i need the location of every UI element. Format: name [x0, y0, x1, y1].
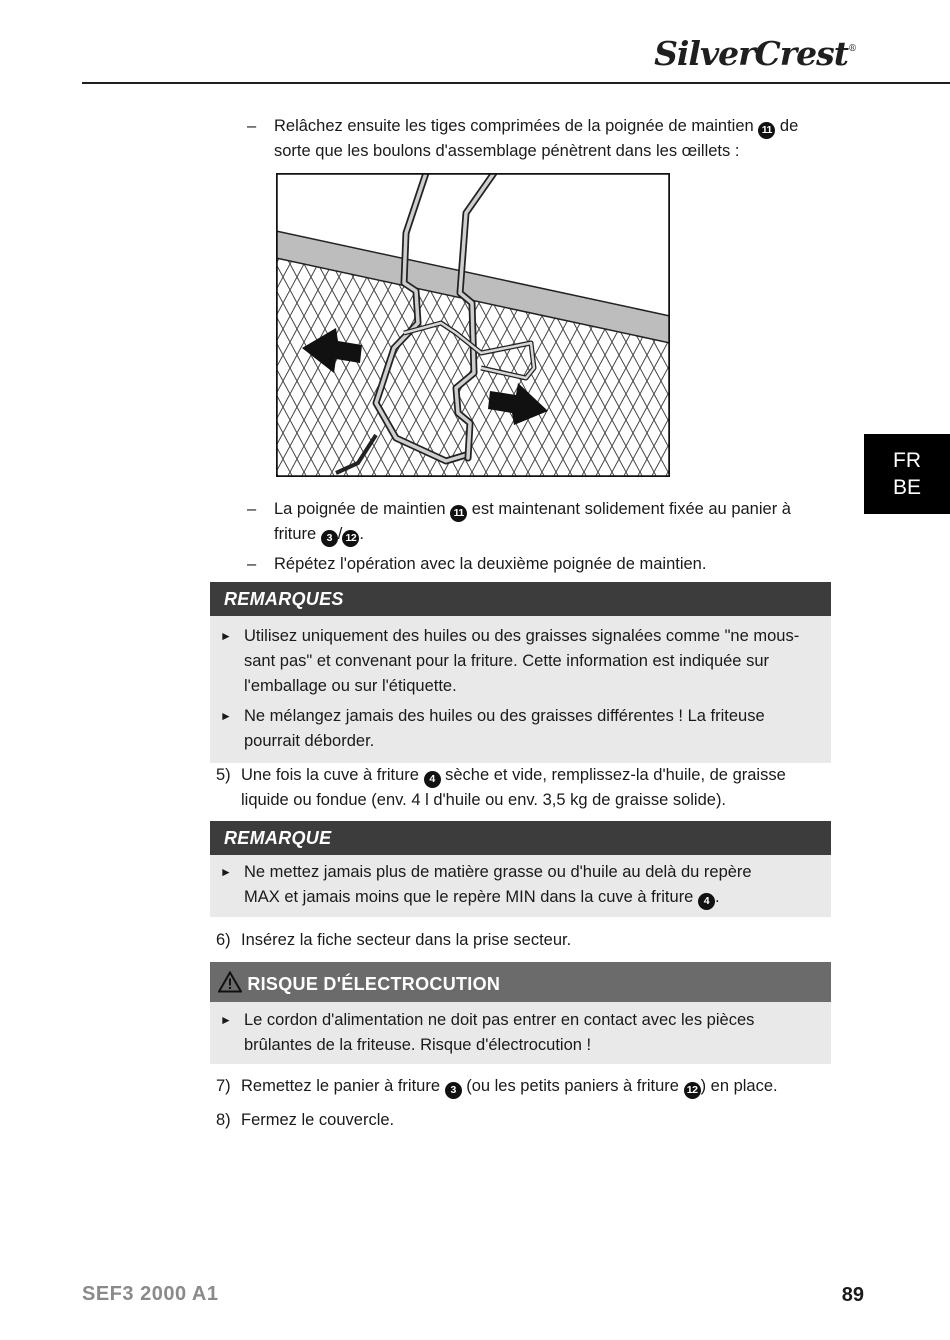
bullet-arrow-icon: ►: [220, 629, 232, 643]
language-code-fr: FR: [893, 449, 921, 472]
part-number-badge: 4: [698, 893, 715, 910]
step-6: 6) Insérez la fiche secteur dans la prise secteur.: [216, 931, 572, 949]
notes-box-title: REMARQUES: [210, 582, 831, 616]
language-tab: [864, 434, 950, 514]
step-5: 5) Une fois la cuve à friture 4 sèche et vide, remplissez-la d'huile, de graisse liquide ou fondue (env. 4 l d'huile ou env. 3,5 kg de graisse solide).: [216, 766, 786, 809]
note-item: ► Ne mettez jamais plus de matière grasse ou d'huile au delà du repère MAX et jamais moins que le repère MIN dans la cuve à friture 4 .: [218, 860, 817, 910]
language-code-be: BE: [892, 476, 921, 499]
notes-box: [210, 582, 831, 763]
header-rule: [82, 82, 950, 84]
note-box: [210, 821, 831, 917]
notes-item: ► Ne mélangez jamais des huiles ou des graisses différentes ! La friteuse pourrait déborder.: [218, 704, 817, 754]
brand-logo: SilverCrest®: [654, 34, 856, 73]
part-number-badge: 4: [424, 771, 441, 788]
part-number-badge: 12: [684, 1082, 701, 1099]
step-7: 7) Remettez le panier à friture 3 (ou les petits paniers à friture 12 ) en place.: [216, 1074, 826, 1099]
warning-triangle-icon: [218, 971, 242, 993]
dash-item-handle-fixed: La poignée de maintien 11 est maintenant solidement fixée au panier à friture 3 / 12 .: [274, 497, 834, 547]
part-number-badge: 3: [321, 530, 338, 547]
part-number-badge: 11: [758, 122, 775, 139]
bullet-arrow-icon: ►: [220, 1013, 232, 1027]
warning-box: [210, 962, 831, 1064]
part-number-badge: 11: [450, 505, 467, 522]
illustration-svg: [276, 173, 670, 477]
dash-marker: –: [247, 117, 257, 135]
intro-paragraph: Relâchez ensuite les tiges comprimées de la poignée de maintien 11 de sorte que les boulons d'assemblage pénètrent dans les œillets :: [274, 117, 799, 160]
part-number-badge: 12: [342, 530, 359, 547]
notes-item: ► Utilisez uniquement des huiles ou des graisses signalées comme "ne mous- sant pas" et convenant pour la friture. Cette information est indiquée sur l'emballage ou sur l'étiquette.: [218, 624, 817, 699]
warning-box-title: RISQUE D'ÉLECTROCUTION: [210, 962, 831, 1002]
dash-item-repeat: Répétez l'opération avec la deuxième poignée de maintien.: [274, 555, 707, 573]
note-box-title: REMARQUE: [210, 821, 831, 855]
dash-marker: –: [247, 555, 257, 573]
step-8: 8) Fermez le couvercle.: [216, 1111, 395, 1129]
footer-model-number: SEF3 2000 A1: [82, 1283, 219, 1305]
part-number-badge: 3: [445, 1082, 462, 1099]
dash-marker: –: [247, 500, 257, 518]
bullet-arrow-icon: ►: [220, 709, 232, 723]
page-number: 89: [841, 1284, 864, 1306]
warning-item: ► Le cordon d'alimentation ne doit pas entrer en contact avec les pièces brûlantes de la friteuse. Risque d'électrocution !: [218, 1008, 817, 1058]
bullet-arrow-icon: ►: [220, 865, 232, 879]
illustration-handle-release: [276, 173, 670, 477]
